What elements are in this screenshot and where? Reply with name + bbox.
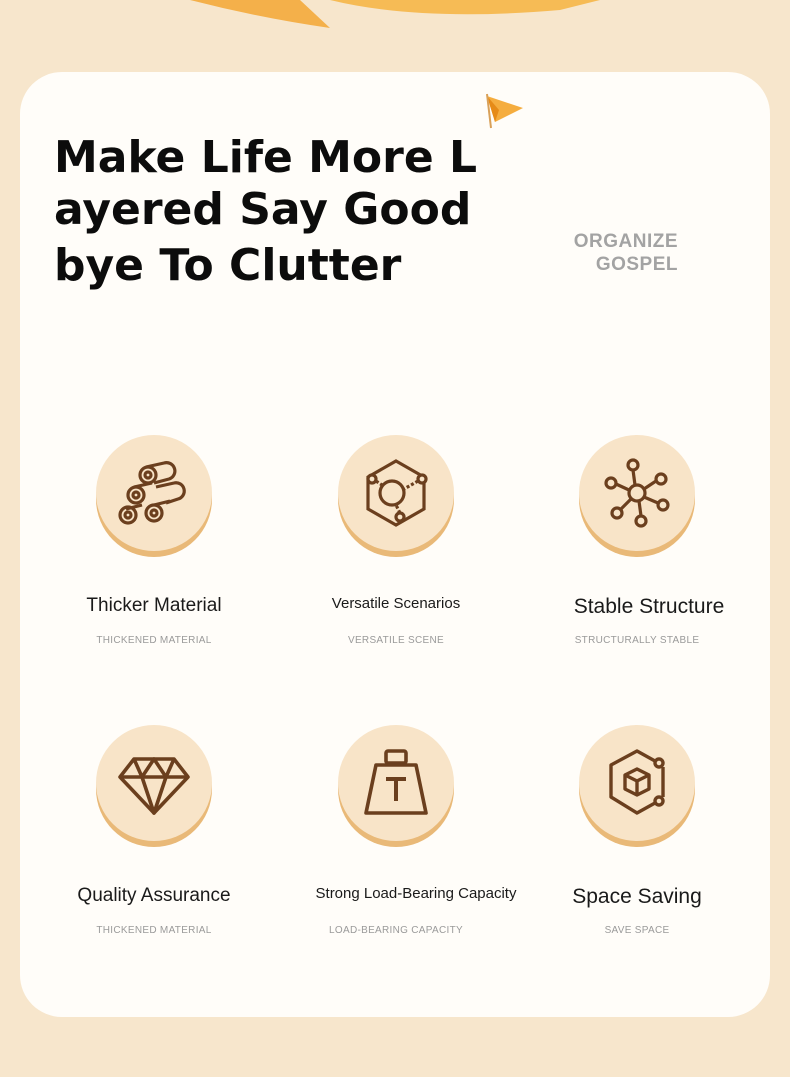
feature-title: Thicker Material: [86, 595, 222, 616]
logs-icon: [114, 453, 194, 533]
icon-circle: [338, 435, 454, 551]
feature-stable-structure: [519, 435, 755, 685]
page-headline: [54, 132, 494, 292]
feature-subtitle: THICKENED MATERIAL: [96, 635, 212, 646]
feature-versatile-scenarios: [278, 435, 514, 685]
feature-subtitle: SAVE SPACE: [604, 925, 670, 936]
feature-title: Versatile Scenarios: [331, 595, 461, 612]
feature-title: Stable Structure: [573, 595, 725, 618]
icon-circle: [96, 725, 212, 841]
headline-line-1: Make Life More L: [54, 132, 478, 183]
feature-title: Space Saving: [572, 885, 702, 908]
icon-circle: [96, 435, 212, 551]
headline-line-2: ayered Say Good: [54, 184, 472, 235]
tagline-line-1: ORGANIZE: [573, 231, 678, 252]
orange-flag-decoration: [465, 88, 529, 132]
feature-space-saving: [519, 725, 755, 975]
icon-circle: [579, 725, 695, 841]
brand-tagline: [544, 230, 678, 276]
feature-subtitle: STRUCTURALLY STABLE: [574, 635, 700, 646]
top-orange-decoration: [0, 0, 790, 40]
icon-circle: [338, 725, 454, 841]
molecule-icon: [597, 453, 677, 533]
headline-line-3: bye To Clutter: [54, 240, 402, 291]
feature-title: Quality Assurance: [77, 885, 231, 906]
feature-thicker-material: [36, 435, 272, 685]
feature-title: Strong Load-Bearing Capacity: [315, 885, 517, 902]
feature-load-bearing: [278, 725, 517, 975]
feature-quality-assurance: [36, 725, 272, 975]
feature-subtitle: VERSATILE SCENE: [347, 635, 444, 646]
weight-icon: [356, 743, 436, 823]
feature-subtitle: LOAD-BEARING CAPACITY: [329, 925, 463, 936]
hexagon-network-icon: [356, 453, 436, 533]
icon-circle: [579, 435, 695, 551]
tagline-line-2: GOSPEL: [595, 254, 678, 275]
cube-icon: [597, 743, 677, 823]
diamond-icon: [114, 743, 194, 823]
feature-subtitle: THICKENED MATERIAL: [96, 925, 212, 936]
